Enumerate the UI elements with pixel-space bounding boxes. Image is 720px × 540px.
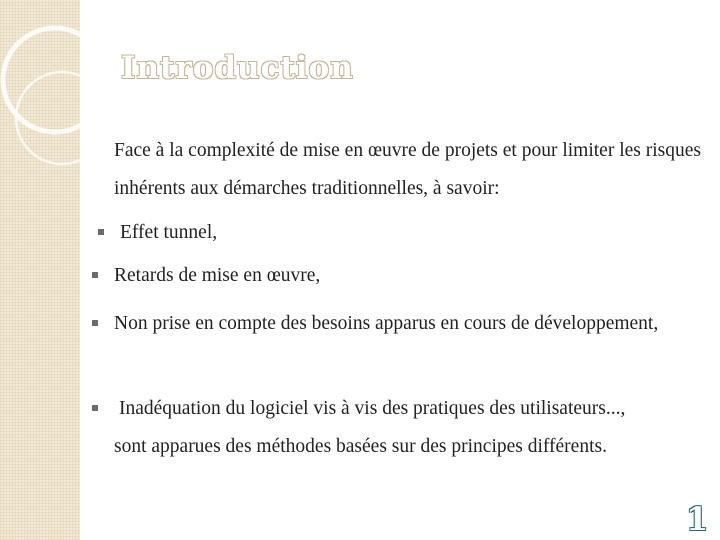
bullet-item xyxy=(114,305,674,343)
bullet-text: Non prise en compte des besoins apparus en cours de développement, xyxy=(114,313,659,334)
bullet-square-icon xyxy=(92,272,98,278)
bullet-text: Effet tunnel, xyxy=(120,222,218,243)
page-number: 1 xyxy=(686,500,709,538)
bullet-text: Inadéquation du logiciel vis à vis des pratiques des utilisateurs..., xyxy=(119,398,626,419)
bullet-text: Retards de mise en œuvre, xyxy=(114,265,321,286)
bullet-item xyxy=(119,390,625,428)
bullet-item xyxy=(114,257,320,295)
bullet-square-icon xyxy=(92,320,98,326)
slide-title: Introduction xyxy=(121,50,354,86)
closing-paragraph: sont apparues des méthodes basées sur des principes différents. xyxy=(114,436,607,457)
bullet-square-icon xyxy=(98,229,104,235)
bullet-square-icon xyxy=(92,405,98,411)
intro-paragraph: Face à la complexité de mise en œuvre de projets et pour limiter les risques inhérents aux démarches traditionnelles, à savoir: xyxy=(114,140,701,199)
bullet-item xyxy=(120,214,217,252)
